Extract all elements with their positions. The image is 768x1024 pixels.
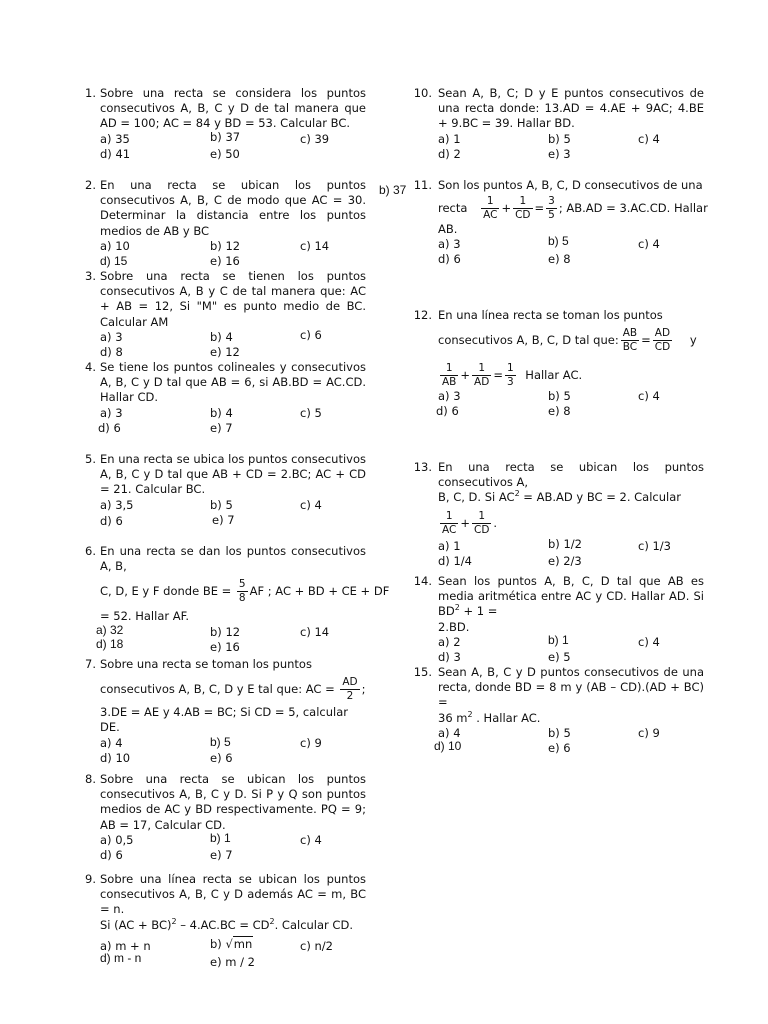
option-b: b) 5 — [548, 131, 571, 146]
problem-text: Sobre una recta se toman los puntos — [100, 657, 312, 671]
option-d: d) 10 — [100, 750, 131, 765]
problem-text: = AB.AD y BC = 2. Calcular — [519, 490, 681, 505]
problem-text: consecutivos A, B, C, D tal que: — [438, 333, 619, 348]
option-e: e) 8 — [548, 404, 571, 419]
problem-number: 5. — [85, 452, 96, 466]
problem-number: 15. — [413, 665, 432, 679]
problem-number: 4. — [85, 360, 96, 374]
option-e: e) 12 — [210, 344, 240, 359]
problem-text: . Hallar AC. — [472, 710, 541, 725]
fraction — [653, 327, 672, 354]
option-c: c) 4 — [638, 634, 660, 649]
problem-10 — [412, 86, 704, 162]
numerator: 1 — [472, 362, 491, 376]
side-note: b) 37 — [379, 183, 407, 197]
problem-number: 11. — [413, 178, 432, 192]
problem-text: 36 m — [438, 710, 468, 725]
fraction — [440, 362, 458, 389]
option-c: c) 4 — [638, 237, 660, 252]
option-e: e) 8 — [548, 252, 571, 267]
option-d: d) 41 — [100, 146, 131, 161]
numerator: 3 — [548, 195, 555, 208]
option-b: b) 37 — [210, 129, 241, 144]
options — [100, 830, 366, 863]
option-c: c) 14 — [300, 238, 330, 253]
options — [96, 622, 366, 655]
problem-text: Si (AC + BC) — [100, 917, 172, 932]
problem-text: + 1 = — [459, 604, 498, 619]
denominator: AC — [483, 209, 498, 222]
option-d: d) 2 — [438, 146, 461, 161]
option-d: d) 6 — [100, 513, 123, 528]
option-a: a) 3 — [438, 389, 461, 404]
option-a: a) 3 — [100, 329, 123, 344]
option-b: b) 5 — [548, 389, 571, 404]
option-a: a) 4 — [100, 735, 123, 750]
option-a: a) 35 — [100, 131, 130, 146]
fraction — [472, 510, 491, 537]
problem-text: En una recta se ubican los puntos consecutivos A, — [438, 460, 704, 490]
fraction — [505, 362, 516, 389]
option-a: a) 32 — [96, 622, 124, 637]
problem-4 — [76, 360, 366, 436]
options — [100, 239, 366, 269]
problem-text: Sean A, B, C; D y E puntos consecutivos de una recta donde: 13.AD = 4.AE + 9AC; 4.BE + 9.BC = 39. Hallar BD. — [438, 86, 704, 131]
denominator: CD — [515, 209, 531, 222]
option-c: c) 14 — [300, 624, 330, 639]
option-c: c) 4 — [300, 832, 322, 847]
option-a: a) 3,5 — [100, 497, 134, 512]
option-a: a) 1 — [438, 131, 461, 146]
option-e: e) 6 — [548, 740, 571, 755]
option-d: d) 6 — [436, 404, 459, 419]
problem-number: 6. — [85, 544, 96, 558]
numerator: 1 — [472, 510, 491, 524]
problem-15 — [412, 665, 704, 756]
problem-text: recta — [438, 201, 468, 216]
option-d: d) 6 — [438, 252, 461, 267]
problem-text: Sobre una recta se ubican los puntos consecutivos A, B, C y D. Si P y Q son puntos medios de AC y BD respectivamente. PQ = 9; AB = 17, Calcular CD. — [100, 772, 366, 832]
option-e: e) 7 — [210, 420, 233, 435]
option-c: c) 1/3 — [638, 538, 671, 553]
superscript: 2 — [514, 489, 520, 499]
problem-text: En una recta se dan los puntos consecutivos A, B, — [100, 544, 366, 574]
fraction — [237, 578, 248, 605]
problem-9 — [76, 872, 366, 969]
plus-sign: + — [460, 368, 471, 383]
fraction — [472, 362, 491, 389]
superscript: 2 — [467, 709, 473, 719]
denominator: 8 — [238, 592, 246, 605]
fraction — [340, 676, 359, 703]
problem-number: 7. — [85, 657, 96, 671]
problem-text: Hallar AC. — [525, 368, 583, 383]
option-b — [210, 937, 253, 952]
problem-text: AB. — [438, 222, 458, 237]
problem-8 — [76, 772, 366, 863]
option-e: e) 2/3 — [548, 553, 582, 568]
option-a: a) 1 — [438, 538, 461, 553]
problem-text: AF ; AC + BD + CE + DF — [249, 584, 390, 599]
conjunction-y: y — [689, 333, 697, 348]
period: . — [493, 515, 498, 530]
options — [100, 129, 366, 162]
options — [100, 406, 366, 436]
option-e: e) 6 — [210, 750, 233, 765]
option-c: c) 9 — [638, 725, 660, 740]
problem-6 — [76, 544, 390, 655]
option-c: c) 39 — [300, 131, 330, 146]
sqrt-icon: √ — [225, 936, 233, 951]
option-e: e) m / 2 — [210, 954, 255, 969]
superscript: 2 — [454, 603, 460, 613]
option-c: c) 4 — [300, 497, 322, 512]
problem-12 — [412, 308, 704, 419]
option-d: d) m - n — [100, 950, 142, 965]
problem-number: 13. — [413, 460, 432, 474]
plus-sign: + — [501, 201, 512, 216]
option-d: d) 6 — [98, 420, 121, 435]
denominator: 5 — [548, 209, 555, 222]
option-b: b) 1 — [210, 830, 231, 845]
options — [100, 736, 366, 766]
option-a: a) m + n — [100, 938, 151, 953]
denominator: BC — [622, 341, 638, 354]
problem-number: 14. — [413, 574, 432, 588]
problem-text: Se tiene los puntos colineales y consecutivos A, B, C y D tal que AB = 6, si AB.BD = AC.CD. Hallar CD. — [100, 360, 366, 405]
options — [438, 537, 704, 567]
sqrt-radicand: mn — [233, 936, 253, 951]
problem-text: Sobre una línea recta se ubican los puntos consecutivos A, B, C y D además AC = m, BC = n. — [100, 872, 366, 917]
option-e: e) 3 — [548, 146, 571, 161]
numerator: AD — [653, 327, 672, 341]
option-a: a) 10 — [100, 238, 130, 253]
option-a: a) 3 — [438, 237, 461, 252]
options — [438, 234, 704, 267]
option-e: e) 16 — [210, 639, 240, 654]
denominator: AD — [474, 376, 490, 389]
problem-text: C, D, E y F donde BE = — [100, 584, 232, 599]
option-e: e) 5 — [548, 649, 571, 664]
option-b: b) 5 — [210, 734, 231, 749]
option-b: b) 5 — [210, 497, 233, 512]
fraction — [621, 327, 639, 354]
option-label: b) — [210, 936, 226, 951]
problem-number: 8. — [85, 772, 96, 786]
problem-text: Sean los puntos A, B, C, D tal que AB es media aritmética entre AC y CD. Hallar AD. Si BD — [438, 574, 704, 619]
denominator: CD — [473, 523, 490, 536]
option-b: b) 12 — [210, 238, 241, 253]
numerator: 1 — [440, 510, 458, 524]
option-c: c) 6 — [300, 327, 322, 342]
problem-text: B, C, D. Si AC — [438, 490, 515, 505]
problem-number: 1. — [85, 86, 96, 100]
problem-1 — [76, 86, 366, 162]
option-c: c) 5 — [300, 405, 322, 420]
option-d: d) 15 — [100, 253, 128, 268]
option-a: a) 2 — [438, 634, 461, 649]
plus-sign: + — [460, 515, 470, 530]
options — [100, 498, 366, 528]
option-e: e) 16 — [210, 253, 240, 268]
option-c: c) 9 — [300, 735, 322, 750]
numerator: 1 — [481, 195, 499, 209]
problem-text: – 4.AC.BC = CD — [176, 917, 270, 932]
option-a: a) 3 — [100, 405, 123, 420]
equals-sign: = — [493, 368, 503, 383]
problem-2 — [76, 178, 366, 269]
numerator: 1 — [440, 362, 458, 376]
option-e: e) 50 — [210, 146, 240, 161]
option-b: b) 5 — [548, 234, 569, 249]
superscript: 2 — [171, 916, 177, 926]
option-e: e) 7 — [210, 847, 233, 862]
option-b: b) 12 — [210, 624, 241, 639]
fraction — [481, 195, 499, 222]
numerator: 5 — [238, 578, 246, 591]
problem-text: 3.DE = AE y 4.AB = BC; Si CD = 5, calcular DE. — [100, 705, 348, 735]
denominator: 3 — [506, 376, 514, 389]
option-c: c) 4 — [638, 389, 660, 404]
problem-13 — [412, 460, 704, 567]
equals-sign: = — [534, 201, 545, 216]
problem-5 — [76, 452, 366, 528]
options — [100, 327, 366, 360]
problem-11 — [412, 178, 708, 267]
problem-text: ; — [361, 682, 366, 697]
problem-text: ; AB.AD = 3.AC.CD. Hallar — [558, 201, 708, 216]
problem-text: consecutivos A, B, C, D y E tal que: AC = — [100, 682, 335, 697]
options — [100, 936, 366, 969]
option-d: d) 6 — [100, 847, 123, 862]
options — [438, 389, 704, 419]
fraction — [440, 510, 458, 537]
problem-text: 2.BD. — [438, 619, 470, 634]
problem-number: 12. — [413, 308, 432, 322]
problem-14 — [412, 574, 704, 665]
option-d: d) 18 — [96, 636, 124, 651]
problem-text: Son los puntos A, B, C, D consecutivos de una — [438, 178, 703, 192]
option-e: e) 7 — [212, 512, 235, 527]
denominator: 2 — [346, 690, 354, 703]
problem-text: Sobre una recta se considera los puntos consecutivos A, B, C y D de tal manera que AD = 100; AC = 84 y BD = 53. Calcular BC. — [100, 86, 366, 131]
problem-text: Sean A, B, C y D puntos consecutivos de una recta, donde BD = 8 m y (AB – CD).(AD + BC) = — [438, 665, 704, 710]
option-d: d) 3 — [438, 649, 461, 664]
option-d: d) 8 — [100, 344, 123, 359]
option-b: b) 4 — [210, 329, 233, 344]
options — [438, 132, 704, 162]
problem-text: . Calcular CD. — [274, 917, 353, 932]
option-c: c) 4 — [638, 131, 660, 146]
option-c: c) n/2 — [300, 938, 333, 953]
numerator: 1 — [513, 195, 532, 209]
problem-text: = 52. Hallar AF. — [100, 609, 190, 624]
problem-number: 2. — [85, 178, 96, 192]
option-b: b) 1/2 — [548, 536, 582, 551]
problem-3 — [76, 269, 366, 360]
numerator: 1 — [506, 362, 514, 375]
fraction — [546, 195, 557, 222]
problem-text: En una línea recta se toman los puntos — [438, 308, 663, 322]
denominator: AB — [442, 376, 457, 389]
problem-7 — [76, 657, 366, 766]
numerator: AB — [622, 327, 638, 340]
fraction — [513, 195, 532, 222]
options — [434, 725, 704, 756]
option-d: d) 10 — [434, 738, 462, 753]
option-a: a) 0,5 — [100, 832, 134, 847]
denominator: CD — [654, 341, 671, 354]
problem-number: 3. — [85, 269, 96, 283]
superscript: 2 — [269, 916, 275, 926]
options — [438, 632, 704, 665]
equals-sign: = — [641, 333, 651, 348]
option-a: a) 4 — [438, 725, 461, 740]
option-b: b) 4 — [210, 405, 233, 420]
option-d: d) 1/4 — [438, 553, 472, 568]
problem-text: Sobre una recta se tienen los puntos consecutivos A, B y C de tal manera que: AC + AB = 12, Si "M" es punto medio de BC. Calcular AM — [100, 269, 366, 329]
denominator: AC — [442, 523, 457, 536]
numerator: AD — [342, 676, 358, 689]
problem-text: En una recta se ubican los puntos consecutivos A, B, C de modo que AC = 30. Determinar la distancia entre los puntos medios de AB y BC — [100, 178, 366, 238]
problem-number: 10. — [413, 86, 432, 100]
problem-number: 9. — [85, 872, 96, 886]
option-b: b) 1 — [548, 632, 569, 647]
option-b: b) 5 — [548, 725, 571, 740]
problem-text: En una recta se ubica los puntos consecutivos A, B, C y D tal que AB + CD = 2.BC; AC + CD = 21. Calcular BC. — [100, 452, 366, 497]
